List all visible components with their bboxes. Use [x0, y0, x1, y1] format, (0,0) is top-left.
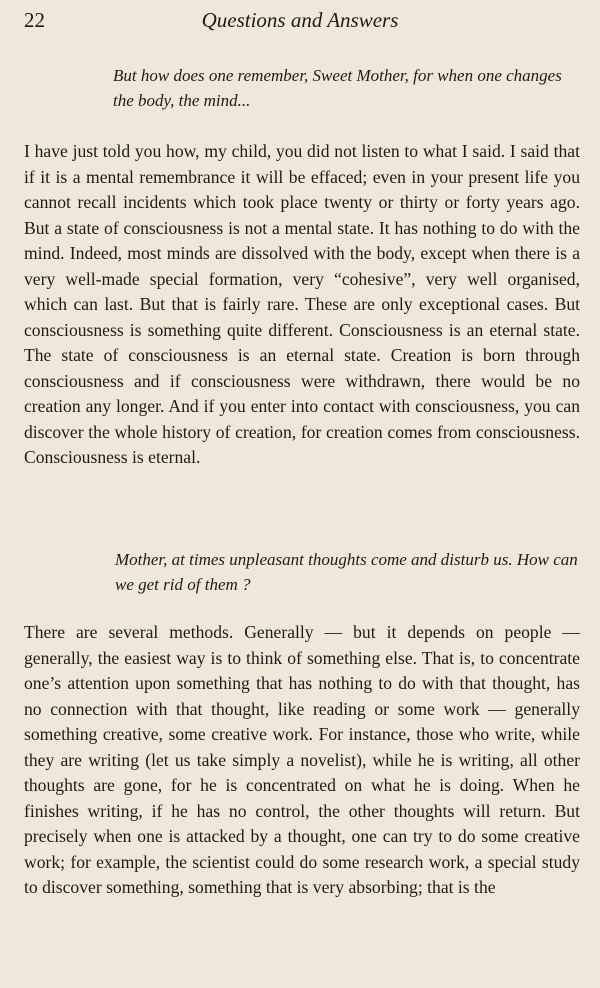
page-header — [0, 6, 600, 36]
question-2: Mother, at times unpleasant thoughts come and disturb us. How can we get rid of them ? — [115, 550, 578, 594]
answer-1: I have just told you how, my child, you did not listen to what I said. I said that if it is a mental remembrance it will be effaced; even in your present life you cannot recall incidents which took place twenty or thirty or forty years ago. But a state of consciousness is not a mental state. It has nothing to do with the mind. Indeed, most minds are dissolved with the body, except when there is a very well-made special formation, very “cohesive”, very well organised, which can last. But that is fairly rare. These are only exceptional cases. But consciousness is something quite different. Consciousness is an eternal state. The state of consciousness is an eternal state. Creation is born through consciousness and if consciousness were withdrawn, there would be no creation any longer. And if you enter into contact with consciousness, you can discover the whole history of creation, for creation comes from consciousness. Consciousness is eternal. — [24, 141, 580, 467]
running-head: Questions and Answers — [201, 8, 399, 32]
page-number: 22 — [24, 8, 45, 32]
question-1: But how does one remember, Sweet Mother, for when one changes the body, the mind... — [113, 66, 562, 110]
answer-2: There are several methods. Generally — but it depends on people — generally, the easiest way is to think of something else. That is, to concentrate one’s attention upon something that has nothing to do with that thought, has no connection with that thought, like reading or some work — generally something creative, some creative work. For instance, those who write, while they are writing (let us take simply a novelist), while he is writing, all other thoughts are gone, for he is concentrated on what he is doing. When he finishes writing, if he has no control, the other thoughts will return. But precisely when one is attacked by a thought, one can try to do some creative work; for example, the scientist could do some research work, a special study to discover something, something that is very absorbing; that is the — [24, 622, 580, 897]
